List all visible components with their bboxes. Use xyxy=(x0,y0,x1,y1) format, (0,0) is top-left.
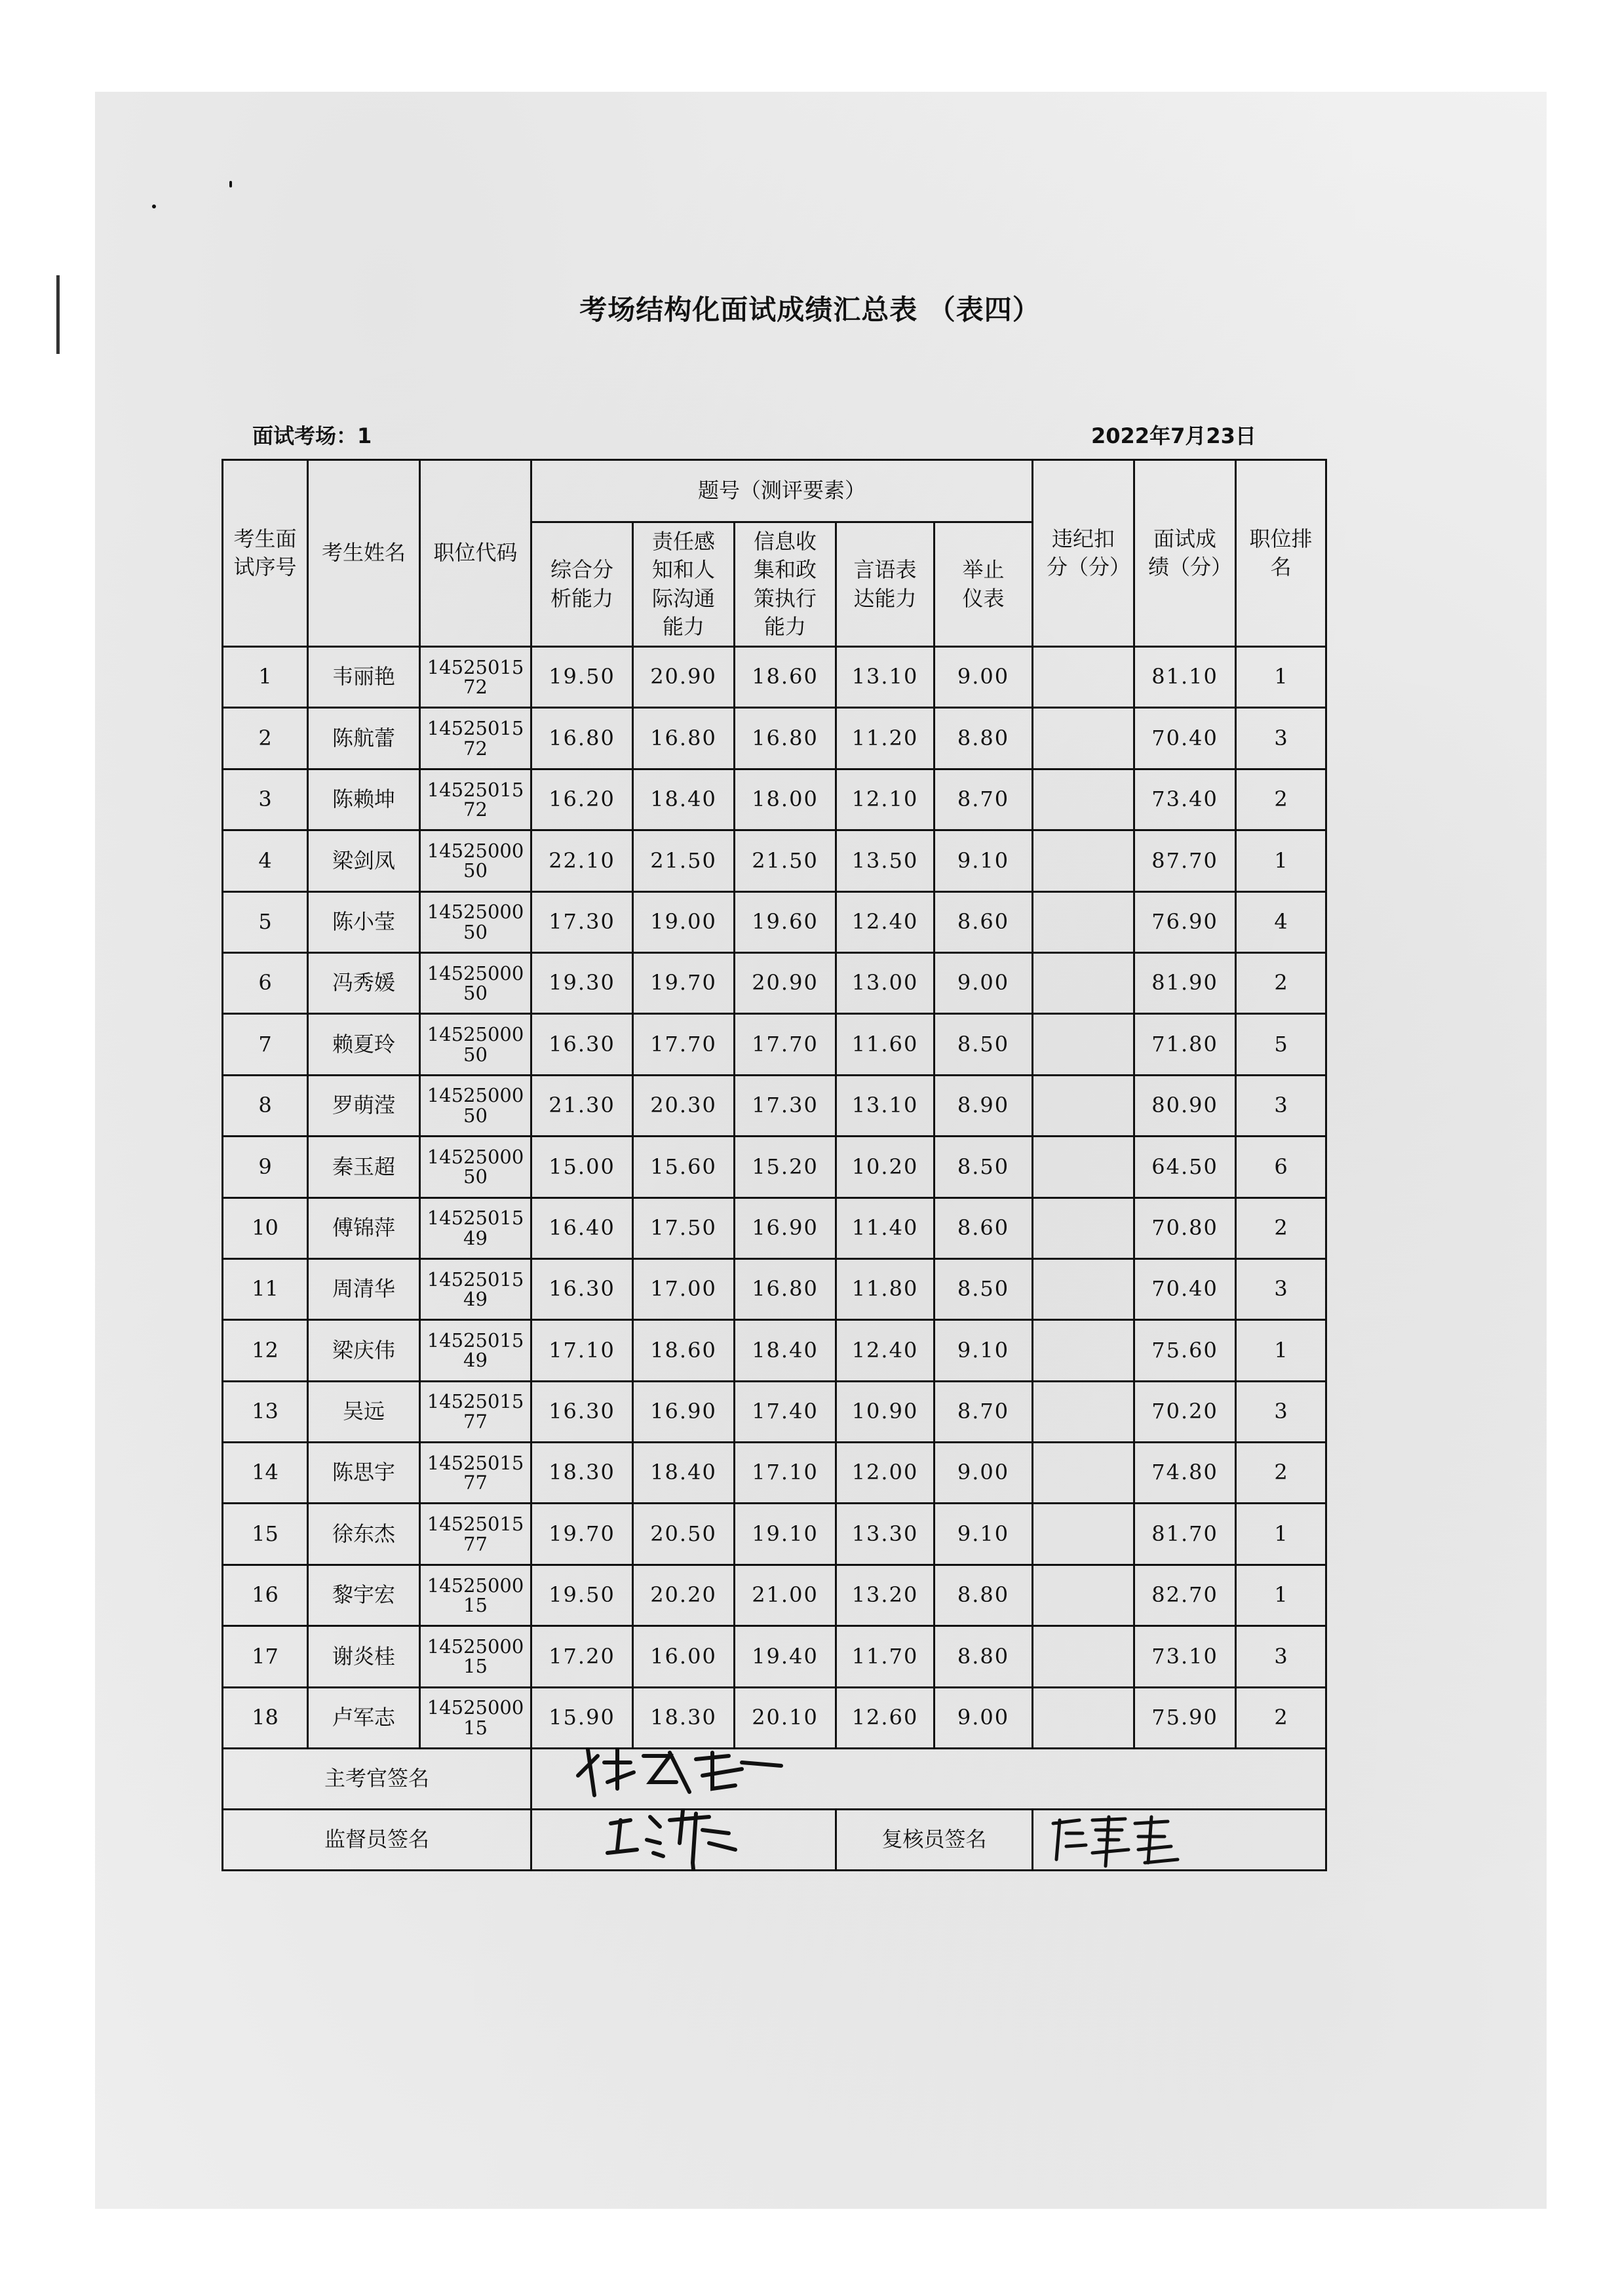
table-row xyxy=(223,1626,1326,1687)
cell-code xyxy=(420,1258,531,1319)
cell-speech: 13.10 xyxy=(836,647,935,708)
cell-total: 82.70 xyxy=(1134,1565,1236,1625)
cell-seq: 9 xyxy=(223,1137,308,1197)
cell-total: 80.90 xyxy=(1134,1075,1236,1136)
table-row xyxy=(223,1565,1326,1625)
reviewer-signature xyxy=(1033,1810,1326,1871)
position-code: 1452500050 xyxy=(427,962,524,1005)
cell-total: 73.40 xyxy=(1134,769,1236,830)
cell-rank: 3 xyxy=(1236,1258,1326,1319)
cell-analysis: 21.30 xyxy=(531,1075,633,1136)
cell-policy: 15.20 xyxy=(735,1137,836,1197)
cell-speech: 11.40 xyxy=(836,1197,935,1258)
position-code: 1452500050 xyxy=(427,1023,524,1066)
position-code: 1452500015 xyxy=(427,1574,524,1617)
cell-analysis: 15.90 xyxy=(531,1687,633,1748)
cell-communication: 16.00 xyxy=(633,1626,735,1687)
cell-deduct xyxy=(1033,1197,1134,1258)
cell-speech: 11.20 xyxy=(836,708,935,769)
table-row xyxy=(223,647,1326,708)
cell-code xyxy=(420,1504,531,1565)
position-code: 1452500050 xyxy=(427,839,524,882)
cell-deduct xyxy=(1033,1075,1134,1136)
cell-manner: 8.60 xyxy=(935,891,1033,952)
cell-policy: 16.80 xyxy=(735,1258,836,1319)
header-code: 职位代码 xyxy=(420,460,531,647)
cell-name: 黎宇宏 xyxy=(308,1565,420,1625)
cell-analysis: 19.70 xyxy=(531,1504,633,1565)
position-code: 1452501577 xyxy=(427,1451,524,1494)
cell-policy: 17.30 xyxy=(735,1075,836,1136)
cell-deduct xyxy=(1033,952,1134,1013)
cell-name: 梁剑凤 xyxy=(308,830,420,891)
cell-code xyxy=(420,830,531,891)
header-topic-analysis: 综合分析能力 xyxy=(531,522,633,647)
cell-manner: 9.10 xyxy=(935,1320,1033,1381)
cell-total: 81.90 xyxy=(1134,952,1236,1013)
cell-name: 陈小莹 xyxy=(308,891,420,952)
cell-deduct xyxy=(1033,769,1134,830)
cell-communication: 16.80 xyxy=(633,708,735,769)
cell-name: 冯秀媛 xyxy=(308,952,420,1013)
cell-policy: 19.10 xyxy=(735,1504,836,1565)
table-row xyxy=(223,1504,1326,1565)
cell-code xyxy=(420,1197,531,1258)
cell-manner: 9.00 xyxy=(935,1443,1033,1504)
header-topic-group: 题号（测评要素） xyxy=(531,460,1033,522)
cell-seq: 2 xyxy=(223,708,308,769)
cell-communication: 15.60 xyxy=(633,1137,735,1197)
cell-total: 75.60 xyxy=(1134,1320,1236,1381)
cell-code xyxy=(420,1137,531,1197)
cell-manner: 8.90 xyxy=(935,1075,1033,1136)
cell-analysis: 17.20 xyxy=(531,1626,633,1687)
cell-deduct xyxy=(1033,1320,1134,1381)
cell-speech: 11.60 xyxy=(836,1014,935,1075)
cell-seq: 14 xyxy=(223,1443,308,1504)
reviewer-label: 复核员签名 xyxy=(836,1810,1033,1871)
cell-name: 韦丽艳 xyxy=(308,647,420,708)
table-row xyxy=(223,1320,1326,1381)
cell-rank: 5 xyxy=(1236,1014,1326,1075)
position-code: 1452501549 xyxy=(427,1207,524,1249)
cell-analysis: 19.30 xyxy=(531,952,633,1013)
position-code: 1452500050 xyxy=(427,1145,524,1188)
cell-policy: 18.00 xyxy=(735,769,836,830)
cell-deduct xyxy=(1033,1258,1134,1319)
cell-code xyxy=(420,769,531,830)
cell-analysis: 16.30 xyxy=(531,1014,633,1075)
cell-manner: 8.50 xyxy=(935,1137,1033,1197)
cell-deduct xyxy=(1033,830,1134,891)
cell-rank: 1 xyxy=(1236,1565,1326,1625)
table-row xyxy=(223,1381,1326,1442)
cell-seq: 7 xyxy=(223,1014,308,1075)
position-code: 1452500050 xyxy=(427,1084,524,1127)
header-topic-manner: 举止仪表 xyxy=(935,522,1033,647)
cell-code xyxy=(420,1320,531,1381)
cell-policy: 18.40 xyxy=(735,1320,836,1381)
cell-manner: 9.10 xyxy=(935,1504,1033,1565)
cell-policy: 21.00 xyxy=(735,1565,836,1625)
cell-manner: 8.70 xyxy=(935,1381,1033,1442)
cell-speech: 12.40 xyxy=(836,891,935,952)
cell-communication: 19.00 xyxy=(633,891,735,952)
cell-rank: 2 xyxy=(1236,1197,1326,1258)
cell-total: 64.50 xyxy=(1134,1137,1236,1197)
cell-analysis: 19.50 xyxy=(531,647,633,708)
cell-code xyxy=(420,1014,531,1075)
scan-speck xyxy=(229,181,232,187)
cell-communication: 19.70 xyxy=(633,952,735,1013)
cell-name: 秦玉超 xyxy=(308,1137,420,1197)
header-topic-policy: 信息收集和政策执行能力 xyxy=(735,522,836,647)
cell-seq: 16 xyxy=(223,1565,308,1625)
cell-code xyxy=(420,708,531,769)
cell-rank: 3 xyxy=(1236,708,1326,769)
cell-code xyxy=(420,952,531,1013)
table-row xyxy=(223,952,1326,1013)
header-rank: 职位排名 xyxy=(1236,460,1326,647)
table-row xyxy=(223,1137,1326,1197)
cell-communication: 20.90 xyxy=(633,647,735,708)
cell-name: 谢炎桂 xyxy=(308,1626,420,1687)
cell-name: 梁庆伟 xyxy=(308,1320,420,1381)
cell-rank: 2 xyxy=(1236,769,1326,830)
cell-name: 吴远 xyxy=(308,1381,420,1442)
cell-analysis: 17.10 xyxy=(531,1320,633,1381)
position-code: 1452501577 xyxy=(427,1513,524,1555)
cell-communication: 20.50 xyxy=(633,1504,735,1565)
position-code: 1452500015 xyxy=(427,1635,524,1678)
cell-manner: 9.00 xyxy=(935,647,1033,708)
cell-analysis: 18.30 xyxy=(531,1443,633,1504)
cell-communication: 18.60 xyxy=(633,1320,735,1381)
cell-communication: 20.20 xyxy=(633,1565,735,1625)
cell-manner: 8.80 xyxy=(935,1565,1033,1625)
cell-analysis: 16.30 xyxy=(531,1381,633,1442)
cell-manner: 8.80 xyxy=(935,1626,1033,1687)
position-code: 1452500015 xyxy=(427,1696,524,1739)
cell-name: 罗萌滢 xyxy=(308,1075,420,1136)
cell-code xyxy=(420,1381,531,1442)
cell-manner: 8.70 xyxy=(935,769,1033,830)
cell-rank: 3 xyxy=(1236,1381,1326,1442)
header-seq: 考生面试序号 xyxy=(223,460,308,647)
position-code: 1452501572 xyxy=(427,717,524,760)
cell-speech: 11.80 xyxy=(836,1258,935,1319)
table-row xyxy=(223,1258,1326,1319)
cell-rank: 3 xyxy=(1236,1075,1326,1136)
cell-communication: 17.70 xyxy=(633,1014,735,1075)
table-row xyxy=(223,1014,1326,1075)
cell-deduct xyxy=(1033,1137,1134,1197)
cell-deduct xyxy=(1033,1504,1134,1565)
cell-speech: 12.40 xyxy=(836,1320,935,1381)
cell-policy: 18.60 xyxy=(735,647,836,708)
cell-communication: 21.50 xyxy=(633,830,735,891)
cell-communication: 18.30 xyxy=(633,1687,735,1748)
cell-total: 81.10 xyxy=(1134,647,1236,708)
scan-speck xyxy=(152,204,156,208)
cell-name: 陈航蕾 xyxy=(308,708,420,769)
cell-deduct xyxy=(1033,1565,1134,1625)
cell-analysis: 16.80 xyxy=(531,708,633,769)
cell-deduct xyxy=(1033,647,1134,708)
cell-communication: 18.40 xyxy=(633,1443,735,1504)
cell-seq: 1 xyxy=(223,647,308,708)
cell-total: 87.70 xyxy=(1134,830,1236,891)
cell-name: 陈思宇 xyxy=(308,1443,420,1504)
cell-deduct xyxy=(1033,891,1134,952)
cell-communication: 17.00 xyxy=(633,1258,735,1319)
cell-speech: 12.10 xyxy=(836,769,935,830)
supervisor-label: 监督员签名 xyxy=(223,1810,531,1871)
position-code: 1452501572 xyxy=(427,778,524,821)
score-table xyxy=(222,459,1327,1871)
cell-total: 76.90 xyxy=(1134,891,1236,952)
cell-policy: 17.40 xyxy=(735,1381,836,1442)
position-code: 1452501572 xyxy=(427,655,524,699)
cell-manner: 9.00 xyxy=(935,1687,1033,1748)
cell-rank: 4 xyxy=(1236,891,1326,952)
cell-manner: 9.10 xyxy=(935,830,1033,891)
cell-name: 傅锦萍 xyxy=(308,1197,420,1258)
cell-code xyxy=(420,1443,531,1504)
table-row xyxy=(223,1443,1326,1504)
cell-deduct xyxy=(1033,1381,1134,1442)
header-score: 面试成绩（分） xyxy=(1134,460,1236,647)
exam-room: 面试考场：1 xyxy=(252,423,372,448)
cell-code xyxy=(420,1687,531,1748)
cell-seq: 6 xyxy=(223,952,308,1013)
cell-policy: 19.40 xyxy=(735,1626,836,1687)
cell-communication: 18.40 xyxy=(633,769,735,830)
cell-speech: 13.10 xyxy=(836,1075,935,1136)
cell-deduct xyxy=(1033,1687,1134,1748)
cell-name: 周清华 xyxy=(308,1258,420,1319)
cell-analysis: 16.40 xyxy=(531,1197,633,1258)
cell-manner: 8.60 xyxy=(935,1197,1033,1258)
cell-communication: 20.30 xyxy=(633,1075,735,1136)
page-title: 考场结构化面试成绩汇总表 （表四） xyxy=(579,294,1041,326)
cell-seq: 13 xyxy=(223,1381,308,1442)
cell-rank: 1 xyxy=(1236,830,1326,891)
chief-examiner-signature xyxy=(531,1749,1326,1810)
cell-rank: 2 xyxy=(1236,1443,1326,1504)
cell-policy: 20.90 xyxy=(735,952,836,1013)
table-row xyxy=(223,1197,1326,1258)
reviewer-signature-drawing xyxy=(1047,1810,1217,1871)
header-name: 考生姓名 xyxy=(308,460,420,647)
supervisor-signature-drawing xyxy=(598,1810,794,1871)
cell-total: 73.10 xyxy=(1134,1626,1236,1687)
cell-policy: 21.50 xyxy=(735,830,836,891)
cell-code xyxy=(420,647,531,708)
cell-seq: 8 xyxy=(223,1075,308,1136)
cell-seq: 4 xyxy=(223,830,308,891)
cell-rank: 1 xyxy=(1236,1504,1326,1565)
cell-manner: 8.80 xyxy=(935,708,1033,769)
position-code: 1452500050 xyxy=(427,901,524,943)
cell-total: 70.40 xyxy=(1134,1258,1236,1319)
cell-seq: 15 xyxy=(223,1504,308,1565)
position-code: 1452501549 xyxy=(427,1329,524,1372)
cell-total: 70.20 xyxy=(1134,1381,1236,1442)
table-row xyxy=(223,1687,1326,1748)
cell-speech: 10.90 xyxy=(836,1381,935,1442)
cell-seq: 5 xyxy=(223,891,308,952)
cell-rank: 1 xyxy=(1236,1320,1326,1381)
cell-total: 75.90 xyxy=(1134,1687,1236,1748)
cell-rank: 3 xyxy=(1236,1626,1326,1687)
cell-analysis: 22.10 xyxy=(531,830,633,891)
cell-policy: 16.90 xyxy=(735,1197,836,1258)
cell-code xyxy=(420,1075,531,1136)
cell-analysis: 16.20 xyxy=(531,769,633,830)
table-row xyxy=(223,1075,1326,1136)
table-row xyxy=(223,830,1326,891)
cell-total: 70.40 xyxy=(1134,708,1236,769)
cell-policy: 16.80 xyxy=(735,708,836,769)
cell-total: 71.80 xyxy=(1134,1014,1236,1075)
cell-speech: 13.30 xyxy=(836,1504,935,1565)
cell-speech: 10.20 xyxy=(836,1137,935,1197)
table-row xyxy=(223,891,1326,952)
cell-speech: 11.70 xyxy=(836,1626,935,1687)
position-code: 1452501577 xyxy=(427,1390,524,1433)
cell-policy: 19.60 xyxy=(735,891,836,952)
cell-speech: 13.20 xyxy=(836,1565,935,1625)
cell-speech: 13.50 xyxy=(836,830,935,891)
cell-deduct xyxy=(1033,1443,1134,1504)
cell-name: 赖夏玲 xyxy=(308,1014,420,1075)
cell-deduct xyxy=(1033,1014,1134,1075)
header-deduct: 违纪扣分（分） xyxy=(1033,460,1134,647)
header-topic-speech: 言语表达能力 xyxy=(836,522,935,647)
cell-analysis: 19.50 xyxy=(531,1565,633,1625)
cell-analysis: 17.30 xyxy=(531,891,633,952)
cell-seq: 17 xyxy=(223,1626,308,1687)
cell-manner: 9.00 xyxy=(935,952,1033,1013)
cell-rank: 1 xyxy=(1236,647,1326,708)
cell-manner: 8.50 xyxy=(935,1258,1033,1319)
cell-code xyxy=(420,1626,531,1687)
table-row xyxy=(223,708,1326,769)
cell-seq: 10 xyxy=(223,1197,308,1258)
cell-deduct xyxy=(1033,1626,1134,1687)
cell-name: 徐东杰 xyxy=(308,1504,420,1565)
cell-rank: 6 xyxy=(1236,1137,1326,1197)
cell-manner: 8.50 xyxy=(935,1014,1033,1075)
cell-total: 81.70 xyxy=(1134,1504,1236,1565)
cell-analysis: 16.30 xyxy=(531,1258,633,1319)
cell-code xyxy=(420,891,531,952)
cell-rank: 2 xyxy=(1236,952,1326,1013)
cell-speech: 12.60 xyxy=(836,1687,935,1748)
cell-policy: 17.70 xyxy=(735,1014,836,1075)
supervisor-signature xyxy=(531,1810,836,1871)
position-code: 1452501549 xyxy=(427,1268,524,1311)
cell-seq: 18 xyxy=(223,1687,308,1748)
cell-rank: 2 xyxy=(1236,1687,1326,1748)
cell-seq: 11 xyxy=(223,1258,308,1319)
cell-name: 卢军志 xyxy=(308,1687,420,1748)
exam-date: 2022年7月23日 xyxy=(1091,423,1256,448)
table-row xyxy=(223,769,1326,830)
cell-total: 70.80 xyxy=(1134,1197,1236,1258)
cell-communication: 17.50 xyxy=(633,1197,735,1258)
cell-analysis: 15.00 xyxy=(531,1137,633,1197)
cell-communication: 16.90 xyxy=(633,1381,735,1442)
chief-examiner-label: 主考官签名 xyxy=(223,1749,531,1810)
cell-speech: 12.00 xyxy=(836,1443,935,1504)
cell-seq: 3 xyxy=(223,769,308,830)
cell-name: 陈赖坤 xyxy=(308,769,420,830)
cell-policy: 17.10 xyxy=(735,1443,836,1504)
cell-speech: 13.00 xyxy=(836,952,935,1013)
cell-deduct xyxy=(1033,708,1134,769)
cell-seq: 12 xyxy=(223,1320,308,1381)
cell-code xyxy=(420,1565,531,1625)
chief-signature-drawing xyxy=(571,1749,834,1809)
header-topic-communication: 责任感知和人际沟通能力 xyxy=(633,522,735,647)
cell-total: 74.80 xyxy=(1134,1443,1236,1504)
cell-policy: 20.10 xyxy=(735,1687,836,1748)
